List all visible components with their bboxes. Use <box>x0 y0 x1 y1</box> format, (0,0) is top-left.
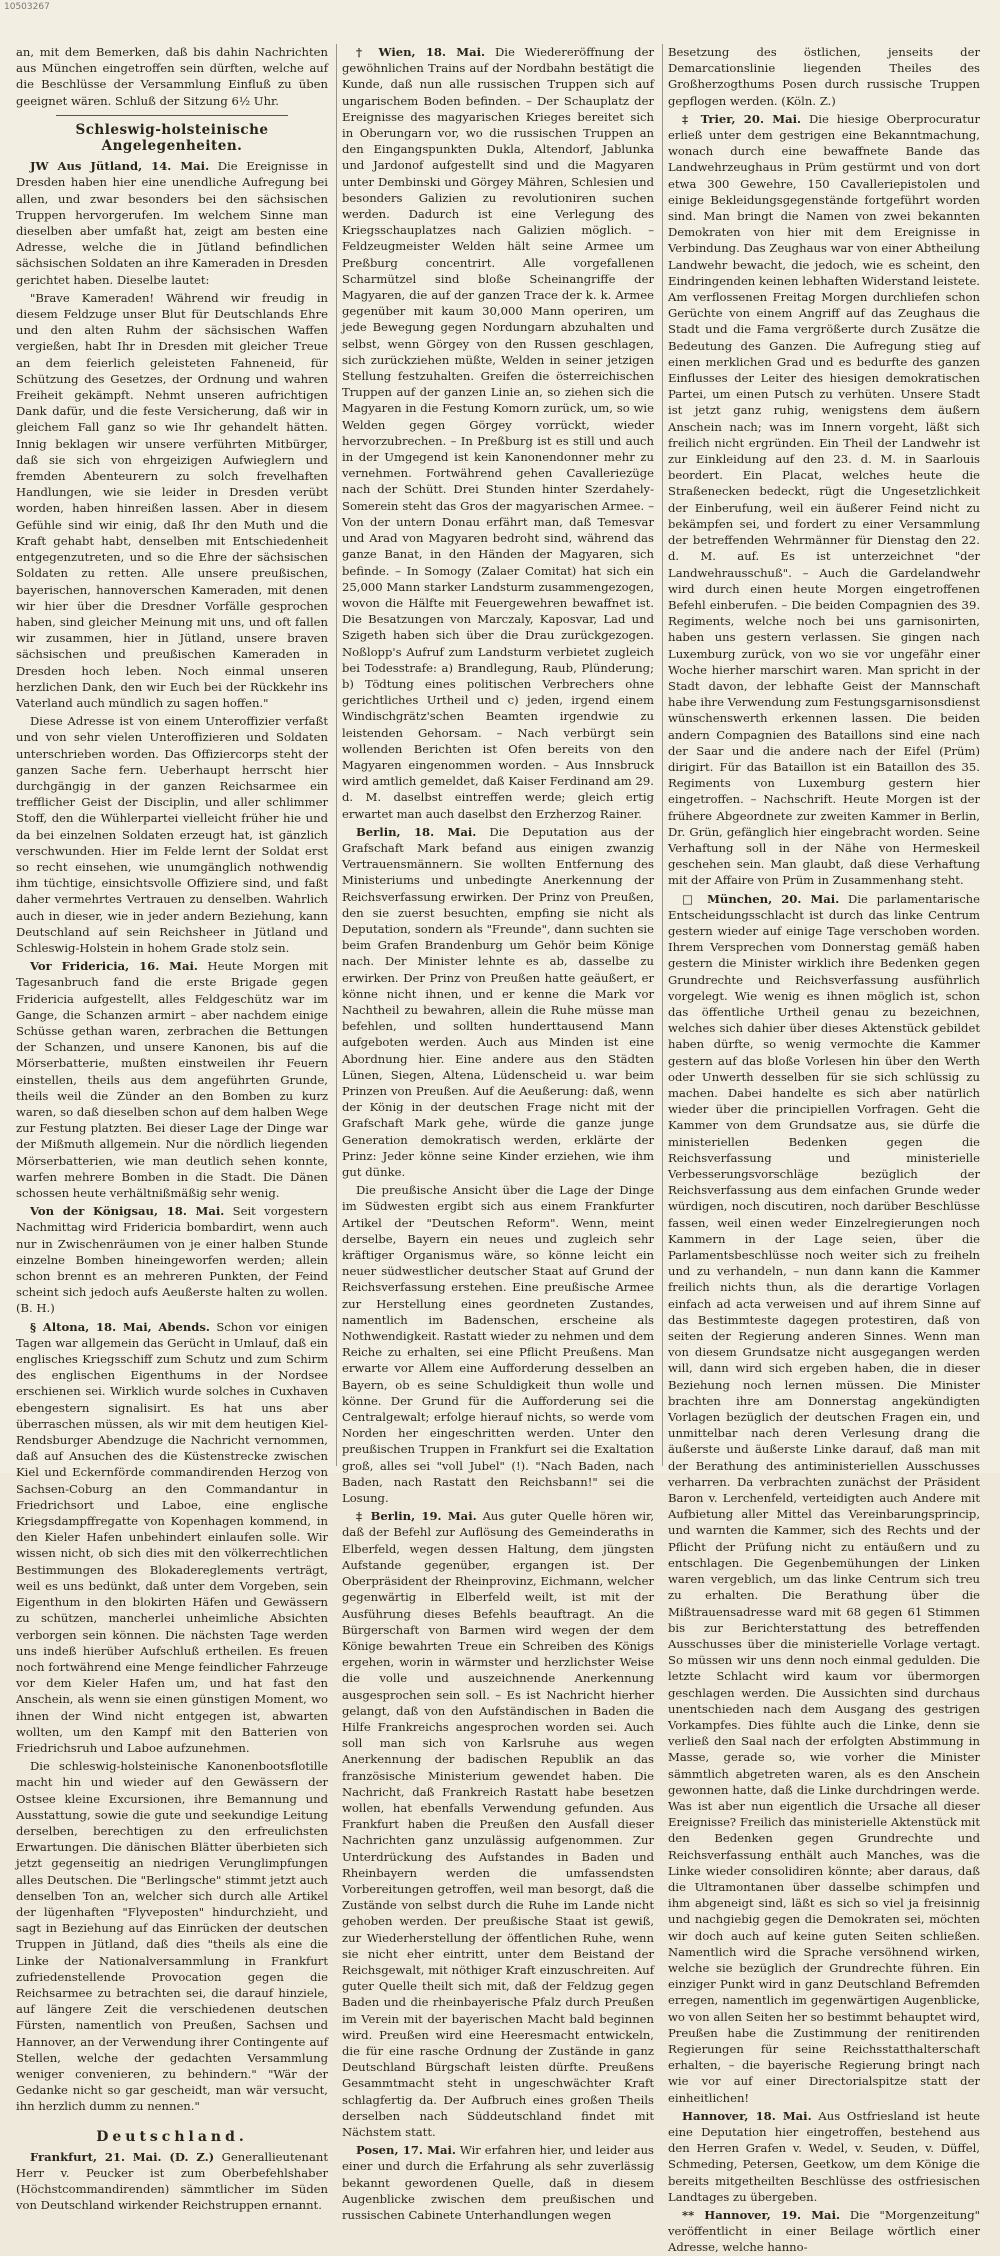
article-text: Die Wiedereröffnung der gewöhnlichen Trains auf der Nordbahn bestätigt die Kunde, daß nun alle russischen Truppen sich auf ungarischem Boden befinden. – Der Schauplatz der Ereignisse des magyarischen Krieges bereitet sich in Oberungarn vor, wo die russischen Truppen an den Eingangspunkten Dukla, Altendorf, Jablunka und Jardonof aufgestellt sind und die Magyaren unter Dembinski und Görgey Mähren, Schlesien und besonders Galizien zu revolutioniren suchen werden. Dadurch ist eine Verlegung des Kriegsschauplatzes nach Galizien möglich. – Feldzeugmeister Welden hält seine Armee um Preßburg concentrirt. Alle vorgefallenen Scharmützel sind bloße Scheinangriffe der Magyaren, die auf der ganzen Trace der k. k. Armee gegenüber mit kaum 30,000 Mann operiren, um jede Bewegung gegen Nordungarn abzuhalten und selbst, wenn Görgey von den Russen geschlagen, sich zurückziehen müßte, Welden in seiner jetzigen Stellung festzuhalten. Greifen die österreichischen Truppen auf der ganzen Linie an, so ziehen sich die Magyaren in die Festung Komorn zurück, um, so wie Welden gegen Görgey vorrückt, wieder hervorzubrechen. – In Preßburg ist es still und auch in der Umgegend ist kein Kanonendonner mehr zu vernehmen. Fortwährend gehen Cavalleriezüge nach der Schütt. Drei Stunden hinter Szerdahely-Somerein steht das Gros der magyarischen Armee. – Von der untern Donau erfährt man, daß Temesvar und Arad von Magyaren bedroht sind, während das ganze Banat, in den Händen der Magyaren, sich befinde. – In Somogy (Zalaer Comitat) hat sich ein 25,000 Mann starker Landsturm zusammengezogen, wovon die Hälfte mit Feuergewehren bewaffnet ist. Die Besatzungen von Marczaly, Kaposvar, Lad und Szigeth haben sich über die Drau zurückgezogen. Noßlopp's Aufruf zum Landsturm verbietet zugleich bei Todesstrafe: a) Brandlegung, Raub, Plünderung; b) Tödtung eines politischen Verbrechers ohne gerichtliches Urtheil und c) jeden, irgend einem Windischgrätz'schen Beamten irgendwie zu leistenden Gehorsam. – Nach verbürgt sein wollenden Berichten ist Ofen bereits von den Magyaren eingenommen worden. – Aus Innsbruck wird amtlich gemeldet, daß Kaiser Ferdinand am 29. d. M. daselbst eintreffen werde; gleich ertig erwartet man auch daselbst den Erzherzog Rainer. <box>342 45 655 821</box>
column-1 <box>16 44 329 2213</box>
dateline: ‡ Berlin, 19. Mai. <box>356 1509 477 1524</box>
article-paragraph <box>668 111 980 889</box>
dateline: Berlin, 18. Mai. <box>356 824 477 839</box>
article-text: Heute Morgen mit Tagesanbruch fand die erste Brigade gegen Fridericia aufgestellt, alles Feldgeschütz war im Gange, die Schanzen armirt – aber nachdem einige Schüsse gethan waren, zerbrachen die Bettungen der Schanzen, und unsere Kanonen, bis auf die Mörserbatterie, mußten einstweilen ihr Feuern einstellen, theils aus dem angeführten Grunde, theils weil die Zünder an den Bomben zu kurz waren, so daß dieselben schon auf dem halben Wege zur Festung platzten. Bei dieser Lage der Dinge war der Mißmuth allgemein. Nur die nördlich liegenden Mörserbatterien, wie man deutlich sehen konnte, warfen mehrere Bomben in die Stadt. Die Dänen schossen heute verhältnißmäßig sehr wenig. <box>16 959 329 1201</box>
section-heading: Deutschland. <box>96 2128 248 2145</box>
section-heading: Schleswig-holsteinische Angelegenheiten. <box>75 121 269 155</box>
dateline: ** Hannover, 19. Mai. <box>682 2208 841 2223</box>
article-text: Aus Ostfriesland ist heute eine Deputation hier eingetroffen, bestehend aus den Herren Grafen v. Wedel, v. Seuden, v. Düffel, Schmeding, Petersen, Geetkow, um dem Könige die bereits mitgetheilten Beschlüsse des ostfriesischen Landtages zu übergeben. <box>668 2108 980 2204</box>
article-paragraph: an, mit dem Bemerken, daß bis dahin Nachrichten aus München eingetroffen sein dürften, welche auf die Beschlüsse der Versammlung Einfluß zu üben geeignet wären. Schluß der Sitzung 6½ Uhr. <box>16 45 328 108</box>
article-paragraph: Die schleswig-holsteinische Kanonenbootsflotille macht hin und wieder auf den Gewässern der Ostsee kleine Excursionen, ihre Bemannung und Ausstattung, sowie die gute und seekundige Leitung derselben, berechtigen zu den erfreulichsten Erwartungen. Die dänischen Blätter überbieten sich jetzt gegenseitig an niedrigen Verunglimpfungen alles Deutschen. Die "Berlingsche" stimmt jetzt auch denselben Ton an, welcher sich durch alle Artikel der lügenhaften "Flyveposten" hindurchzieht, und sagt in Beziehung auf das Einrücken der deutschen Truppen in Jütland, daß dies "theils als eine die Linke der Nationalversammlung in Frankfurt zufriedenstellende Provocation gegen die Reichsarmee zu betrachten sei, die darauf hinziele, auf längere Zeit die verschiedenen deutschen Fürsten, namentlich von Preußen, Sachsen und Hannover, an der Verwendung ihrer Contingente auf Stellen, welche der gedachten Versammlung weniger convenieren, zu behindern." "Wär der Gedanke nicht so gar gescheidt, man wär versucht, ihn herzlich dumm zu nennen." <box>16 1759 328 2114</box>
article-text: Die "Morgenzeitung" veröffentlicht in einer Beilage wörtlich einer Adresse, welche hanno- <box>668 2208 980 2255</box>
dateline: ‡ Trier, 20. Mai. <box>682 111 802 126</box>
article-paragraph <box>342 1508 654 2140</box>
column-rule <box>336 44 337 1466</box>
article-paragraph <box>16 158 328 288</box>
article-text: Die hiesige Oberprocuratur erließ unter dem gestrigen eine Bekanntmachung, wonach durch eine bewaffnete Bande das Landwehrzeughaus in Prüm gestürmt und von dort etwa 300 Gewehre, 150 Cavalleriepistolen und einige Bekleidungsgegenstände fortgeführt worden sind. Man bringt die Namen von zwei bekannten Demokraten von hier mit dem Ereignisse in Verbindung. Das Zeughaus war von einer Abtheilung Landwehr bewacht, die jedoch, wie es scheint, den Eindringenden keinen lebhaften Widerstand leistete. Am verflossenen Freitag Morgen durchliefen schon Gerüchte von einem Angriff auf das Zeughaus die Stadt und die Fama vergrößerte durch Zusätze die Bedeutung des Ganzen. Die Aufregung stieg auf einen merklichen Grad und es bedurfte des ganzen Einflusses der Leiter des hiesigen demokratischen Partei, um einen Putsch zu verhüten. Unsere Stadt ist jetzt ganz ruhig, wenigstens dem äußern Anschein nach; was im Innern vorgeht, läßt sich freilich nicht ergründen. Ein Theil der Landwehr ist zur Einkleidung auf den 23. d. M. in Saarlouis beordert. Ein Placat, welches heute die Straßenecken bedeckt, rügt die Ungesetzlichkeit der Einberufung, weil ein äußerer Feind nicht zu bekämpfen sei, und fordert zu einer Versammlung der betreffenden Wehrmänner für Dienstag den 22. d. M. auf. Es ist unterzeichnet "der Landwehrausschuß". – Auch die Gardelandwehr wird durch einen heute Morgen eingetroffenen Befehl einberufen. – Die beiden Compagnien des 39. Regiments, welche noch bei uns garnisonirten, haben uns gestern verlassen. Sie gingen nach Luxemburg zurück, von wo sie vor ungefähr einer Woche hierher marschirt waren. Man spricht in der Stadt davon, der lebhafte Geist der Mannschaft habe ihre Verwendung zum Festungsgarnisonsdienst wünschenswerth erkennen lassen. Die beiden andern Compagnien des Bataillons sind eine nach der Saar und die andere nach der Eifel (Prüm) dirigirt. Für das Bataillon ist ein Bataillon des 35. Regiments von Luxemburg gestern hier eingetroffen. – Nachschrift. Heute Morgen ist der frühere Abgeordnete zur zweiten Kammer in Berlin, Dr. Grün, gefänglich hier eingebracht worden. Seine Verhaftung soll in der Nähe von Hermeskeil geschehen sein. Man glaubt, daß diese Verhaftung mit der Affaire von Prüm in Zusammenhang steht. <box>668 111 981 888</box>
article-paragraph: Diese Adresse ist von einem Unteroffizier verfaßt und von sehr vielen Unteroffizieren und Soldaten unterschrieben worden. Das Offiziercorps steht der ganzen Sache fern. Ueberhaupt herrscht hier durchgängig in der ganzen Reichsarmee ein trefflicher Geist der Disciplin, und aller schlimmer Stoff, den die Wühlerpartei vielleicht früher hie und da bei einzelnen Soldaten erzeugt hat, ist gänzlich verschwunden. Hier im Felde lernt der Soldat erst so recht einsehen, wie unumgänglich nothwendig ihm tüchtige, einsichtsvolle Offiziere sind, und faßt daher vermehrtes Vertrauen zu denselben. Wahrlich auch in dieser, wie in jeder andern Beziehung, kann Deutschland auf sein Reichsheer in Jütland und Schleswig-Holstein in hohem Grade stolz sein. <box>16 714 328 955</box>
article-paragraph <box>342 44 654 822</box>
article-paragraph <box>668 2108 980 2205</box>
article-paragraph <box>342 2142 654 2223</box>
article-paragraph <box>342 824 654 1180</box>
article-text: Die Deputation aus der Grafschaft Mark befand aus einigen zwanzig Vertrauensmännern. Sie wollten Entfernung des Ministeriums und unbedingte Anerkennung der Reichsverfassung erwirken. Der Prinz von Preußen, den sie zuerst besuchten, empfing sie nicht als Deputation, sondern als "Freunde", dann suchten sie beim Grafen Brandenburg um Gehör beim Könige nach. Der Minister lehnte es ab, dasselbe zu erwirken. Der Prinz von Preußen hatte geäußert, er könne nicht ihnen, und er kenne die Mark vor Nachtheil zu bewahren, allein die Ruhe müsse man befehlen, und sollten hunderttausend Mann aufgeboten werden. Auch aus Minden ist eine Abordnung hier. Eine andere aus den Städten Lünen, Siegen, Altena, Lüdenscheid u. war beim Prinzen von Preußen. Auf die Aeußerung: daß, wenn der König in der deutschen Frage nicht mit der Grafschaft Mark gehe, würde die ganze junge Generation demokratisch werden, erklärte der Prinz: Jeder könne seine Kinder erziehen, wie ihm gut dünke. <box>342 824 654 1180</box>
column-3 <box>668 44 981 2255</box>
dateline: † Wien, 18. Mai. <box>356 45 486 59</box>
article-paragraph <box>16 958 328 1201</box>
column-2 <box>342 44 655 2223</box>
article-text: Aus guter Quelle hören wir, daß der Befehl zur Auflösung des Gemeinderaths in Elberfeld, wegen dessen Haltung, dem jüngsten Aufstande gegenüber, ergangen ist. Der Oberpräsident der Rheinprovinz, Eichmann, welcher gegenwärtig in Elberfeld weilt, ist mit der Ausführung dieses Befehls beauftragt. An die Bürgerschaft von Barmen wird wegen der dem Könige bewahrten Treue ein Schreiben des Königs ergehen, worin in wärmster und herzlichster Weise die volle und auszeichnende Anerkennung ausgesprochen sein soll. – Es ist Nachricht hierher gelangt, daß von den Aufständischen in Baden die Hilfe Frankreichs angesprochen worden sei. Auch soll man sich von Karlsruhe aus wegen Anerkennung der badischen Republik an das französische Ministerium gewendet haben. Die Nachricht, daß Frankreich Rastatt habe besetzen wollen, hat ebenfalls Verwendung gefunden. Aus Frankfurt haben die Preußen den Ausfall dieser Nachrichten ganz unzulässig aufgenommen. Zur Unterdrückung des Aufstandes in Baden und Rheinbayern werden die umfassendsten Vorbereitungen getroffen, weil man besorgt, daß die Zustände von selbst durch die Ruhe im Lande nicht gehoben werden. Der preußische Staat ist gewiß, zur Wiederherstellung der öffentlichen Ruhe, wenn sie nicht eher eintritt, unter dem Beistand der Reichsgewalt, mit nöthiger Kraft einzuschreiten. Auf guter Quelle theilt sich mit, daß der Feldzug gegen Baden und die rheinbayerische Pfalz durch Preußen im Verein mit der bayerischen Macht bald beginnen wird. Preußen wird eine Heeresmacht entwickeln, die für eine rasche Ordnung der Zustände in ganz Deutschland Bürgschaft leisten dürfte. Preußens Gesammtmacht steht in ungeschwächter Kraft schlagfertig da. Der Aufbruch eines großen Theils derselben nach Süddeutschland findet mit Nächstem statt. <box>342 1509 654 2139</box>
article-text: Generallieutenant Herr v. Peucker ist zum Oberbefehlshaber (Höchstcommandirenden) sämmtlicher im Süden von Deutschland wirkender Reichstruppen ernannt. <box>16 2149 329 2213</box>
section-divider <box>56 115 288 116</box>
dateline: Von der Königsau, 18. Mai. <box>30 1204 225 1219</box>
dateline: Hannover, 18. Mai. <box>682 2108 812 2123</box>
article-text: Die Ereignisse in Dresden haben hier eine unendliche Aufregung bei allen, und zwar besonders bei den sächsischen Truppen hervorgerufen. Im welchem Sinne man dieselben aber umfaßt hat, zeigt am besten eine Adresse, welche die in Jütland befindlichen sächsischen Soldaten an ihre Kameraden in Dresden gerichtet haben. Dieselbe lautet: <box>16 159 329 287</box>
article-paragraph: "Brave Kameraden! Während wir freudig in diesem Feldzuge unser Blut für Deutschlands Ehre und den alten Ruhm der sächsischen Waffen vergießen, habt Ihr in Dresden mit gleicher Treue an dem feierlich geleisteten Fahneneid, für Schützung des Gesetzes, der Ordnung und wahren Freiheit gekämpft. Nehmt unseren aufrichtigen Dank dafür, und die feste Versicherung, daß wir in gleichem Fall ganz so wie Ihr gehandelt hätten. Innig beklagen wir unsere verführten Mitbürger, daß sie sich von ehrgeizigen Aufwieglern und fremden Abenteurern zu solch frevelhaften Handlungen, wie sie leider in Dresden verübt worden, haben hinreißen lassen. Aber in diesem Gefühle sind wir einig, daß Ihr den Muth und die Kraft gehabt habt, denselben mit Entschiedenheit entgegenzutreten, und so die Ehre der sächsischen Soldaten zu retten. Alle unsere preußischen, bayerischen, hannoverschen Kameraden, mit denen wir hier über die Dresdner Vorfälle gesprochen haben, sind gleicher Meinung mit uns, und oft fallen wir zusammen, hier in Jütland, unsere braven sächsischen und preußischen Kameraden in Dresden hoch leben. Noch einmal unseren herzlichen Dank, den wir Euch bei der Rückkehr ins Vaterland auch mündlich zu sagen hoffen." <box>16 290 328 710</box>
article-paragraph <box>16 2149 328 2214</box>
page-id: 10503267 <box>4 2 50 12</box>
article-paragraph <box>16 1203 328 1316</box>
dateline: Vor Fridericia, 16. Mai. <box>30 959 198 974</box>
article-text: Wir erfahren hier, und leider aus einer und durch die Erfahrung als sehr zuverlässig bekannt gewordenen Quelle, daß in diesem Augenblicke zwischen dem preußischen und russischen Cabinete Unterhandlungen wegen <box>342 2143 655 2223</box>
article-paragraph: Die preußische Ansicht über die Lage der Dinge im Südwesten ergibt sich aus einem Frankfurter Artikel der "Deutschen Reform". Wenn, meint derselbe, Bayern ein neues und zugleich sehr kräftiger Organismus wäre, so könne leicht ein neuer südwestlicher deutscher Staat auf Grund der Reichsverfassung erstehen. Eine preußische Armee zur Herstellung eines geordneten Zustandes, namentlich im Badenschen, erscheine als Nothwendigkeit. Rastatt wieder zu nehmen und dem Reiche zu erhalten, sei eine Pflicht Preußens. Man erwarte vor Allem eine Aufforderung desselben an Bayern, ob es seine Schuldigkeit thun wolle und könne. Der Grund für die Aufforderung sei die Centralgewalt; erfolge hierauf nichts, so werde vom Norden her eingeschritten werden. Unter den preußischen Truppen in Frankfurt sei die Exaltation groß, alles sei "voll Jubel" (!). "Nach Baden, nach Baden, nach Rastatt den Reichsbann!" sei die Losung. <box>342 1183 654 1506</box>
article-paragraph <box>668 2207 980 2256</box>
dateline: □ München, 20. Mai. <box>682 891 840 906</box>
column-rule <box>662 44 663 1466</box>
dateline: § Altona, 18. Mai, Abends. <box>30 1319 210 1334</box>
dateline: Posen, 17. Mai. <box>356 2143 456 2158</box>
dateline: Frankfurt, 21. Mai. (D. Z.) <box>30 2149 215 2164</box>
article-text: Die parlamentarische Entscheidungsschlacht ist durch das linke Centrum gestern wieder auf einige Tage verschoben worden. Ihrem Versprechen vom Donnerstag gemäß haben gestern die Minister wirklich ihre Bedenken gegen Grundrechte und Reichsverfassung ausführlich vorgelegt. Wie wenig es ihnen möglich ist, schon das öffentliche Urtheil genau zu bezeichnen, welches sich dahier über dieses Aktenstück gebildet haben dürfte, so wenig vermochte die Kammer gestern auf das bloße Vorlesen hin über den Werth oder Unwerth desselben für sie sich schlüssig zu machen. Dabei handelte es sich aber natürlich wieder über die principiellen Vorfragen. Geht die Kammer von dem Grundsatze aus, sie dürfe die ministeriellen Bedenken gegen die Reichsverfassung und ministerielle Verbesserungsvorschläge bezüglich der Reichsverfassung aus dem einfachen Grunde weder würdigen, noch discutiren, noch darüber Beschlüsse fassen, weil einen weder Einzelregierungen noch Kammern in der Lage seien, über die Parlamentsbeschlüsse noch weiter sich zu freiheln und zu verhandeln, – nun dann kann die Kammer freilich nichts thun, als die derartige Vorlagen einfach ad acta verweisen und auf ihrem Sinne auf das Bestimmteste dagegen protestiren, daß von seiten der Regierung anderen Sinnes. Wenn man von diesem Grundsatze nicht ausgegangen werden will, dann wird sich ergeben haben, die in dieser Beziehung noch lernen müssen. Die Minister brachten ihre am Donnerstag angekündigten Vorlagen bezüglich der deutschen Fragen ein, und unmittelbar nach deren Verlesung drang die äußerste und äußerste Linke darauf, daß man mit der Berathung des antiministeriellen Ausschusses verharren. Da verbrachten zunächst der Präsident Baron v. Lerchenfeld, verteidigten auch Andere mit Aufbietung aller Mittel das Vereinbarungsprincip, und warnten die Kammer, sich des Rechts und der Pflicht der Prüfung nicht zu entäußern und zu entschlagen. Die Gegenbemühungen der Linken waren vergeblich, um das linke Centrum sich treu zu erhalten. Die Berathung über die Mißtrauensadresse ward mit 68 gegen 61 Stimmen bis zur Berichterstattung des betreffenden Ausschusses über die ministerielle Vorlage vertagt. So müssen wir uns denn noch einmal gedulden. Die letzte Schlacht wird kaum vor übermorgen geschlagen werden. Die Aussichten sind durchaus unentschieden nach dem Ausgang des gestrigen Vorkampfes. Dies fühlte auch die Linke, denn sie verließ den Saal nach der erfolgten Abstimmung in Masse, gerade so, wie vorher die Minister sämmtlich abgetreten waren, als es den Anschein gewonnen hatte, daß die Linke durchdringen werde. Was ist aber nun eigentlich die Ursache all dieser Ereignisse? Freilich das ministerielle Aktenstück mit den Bedenken gegen Grundrechte und Reichsverfassung enthält auch Manches, was die Linke wieder consolidiren könnte; aber daraus, daß die Ultramontanen über dasselbe schimpfen und ihm abgeneigt sind, läßt es sich so viel ja freisinnig und nachgiebig gegen die Demokraten sei, möchten wir doch auch auf keine guten Seiten schließen. Namentlich wird die Sprache versöhnend wirken, welche sie bezüglich der Grundrechte führen. Ein einziger Punkt wird in ganz Deutschland Befremden erregen, namentlich im gegenwärtigen Augenblicke, wo von allen Seiten her so bestimmt behauptet wird, Preußen habe die Zustimmung der renitirenden Regierungen für seine Reichsstatthalterschaft erhalten, – die bayerische Regierung bringt nach wie vor auf einer Directorialspitze statt der einheitlichen! <box>668 891 981 2105</box>
article-text: Schon vor einigen Tagen war allgemein das Gerücht in Umlauf, daß ein englisches Kriegsschiff zum Schutz und zum Schirm des englischen Eigenthums in der Nordsee erschienen sei. Wirklich wurde solches in Cuxhaven ebengestern signalisirt. Es hat uns aber überraschen müssen, als wir mit dem heutigen Kiel-Rendsburger Abendzuge die Nachricht vernommen, daß auf Ansuchen des die Küstenstrecke zwischen Kiel und Eckernförde commandirenden Herzog von Sachsen-Coburg an den Commandantur in Friedrichsort und Laboe, eine englische Kriegsdampffregatte von Kopenhagen kommend, in den Kieler Hafen unbehindert einlaufen solle. Wir wissen nicht, ob sich dies mit den völkerrechtlichen Bestimmungen des Blokadereglements verträgt, weil es uns bedünkt, daß unter dem Vorgeben, sein Eigenthum in den blokirten Häfen und Gewässern zu schützen, mancherlei unheimliche Absichten verborgen sein können. Die nächsten Tage werden uns indeß hierüber Aufschluß ertheilen. Es freuen noch fortwährend eine Menge feindlicher Fahrzeuge vor dem Kieler Hafen um, und hat fast den Anschein, als wenn sie einen günstigen Moment, wo ihnen der Wind nicht entgegen ist, abwarten wollten, um den Kampf mit den Batterien von Friedrichsruh und Laboe aufzunehmen. <box>16 1319 328 1755</box>
article-text: Seit vorgestern Nachmittag wird Fridericia bombardirt, wenn auch nur in Zwischenräumen von je einer halben Stunde einzelne Bomben hineingeworfen werden; allein schon brennt es an mehreren Punkten, der Feind scheint sich jedoch aufs Aeußerste halten zu wollen. (B. H.) <box>16 1204 328 1316</box>
dateline: JW Aus Jütland, 14. Mai. <box>30 159 210 174</box>
article-paragraph <box>16 1319 328 1756</box>
article-paragraph: Besetzung des östlichen, jenseits der Demarcationslinie liegenden Theiles des Großherzogthums Posen durch russische Truppen gepflogen werden. (Köln. Z.) <box>668 45 980 108</box>
article-paragraph <box>668 891 980 2106</box>
